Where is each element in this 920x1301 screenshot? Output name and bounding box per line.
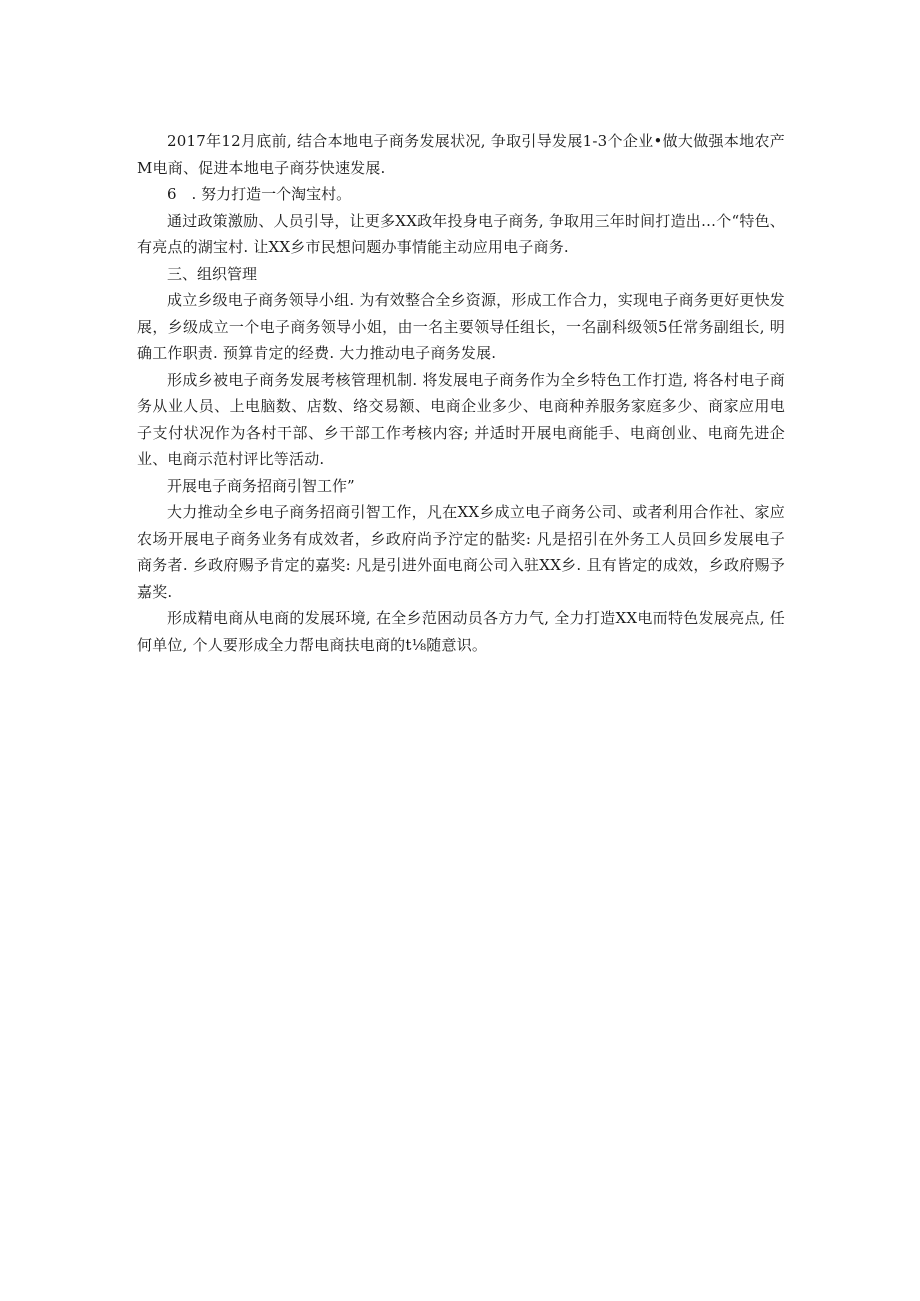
paragraph-environment: 形成精电商从电商的发展环境, 在全乡范困动员各方力气, 全力打造XX电而特色发展亮点, 任何单位, 个人要形成全力帮电商扶电商的t⅛随意识。: [137, 609, 785, 654]
paragraph-taobao-village: 通过政策激励、人员引导，让更多XX政年投身电子商务, 争取用三年时间打造出…个“特色、有亮点的湖宝村. 让XX乡市民想问题办事情能主动应用电子商务.: [137, 211, 785, 256]
paragraph-investment-rewards: 大力推动全乡电子商务招商引智工作，凡在XX乡成立电子商务公司、或者利用合作社、家应农场开展电子商务业务有成效者，乡政府尚予泞定的骷奖: 凡是招引在外务工人员回乡发展电子商务者. 乡政府赐予肯定的嘉奖: 凡是引进外面电商公司入驻XX乡. 且有皆定的成效，乡政府赐予嘉奖.: [137, 503, 785, 601]
document-body: [137, 128, 785, 658]
section-3-heading: 三、组织管理: [167, 264, 258, 283]
paragraph-leadership-group: 成立乡级电子商务领导小组. 为有效整合全乡资源，形成工作合力，实现电子商务更好更快发展，乡级成立一个电子商务领导小姐，由一名主要领导任组长，一名副科级领5任常务副组长, 明确工作职责. 预算肯定的经费. 大力推动电子商务发展.: [137, 291, 785, 362]
investment-heading: 开展电子商务招商引智工作”: [167, 476, 355, 495]
item-6-heading: 6 . 努力打造一个淘宝村。: [167, 185, 352, 203]
paragraph-assessment-mechanism: 形成乡被电子商务发展考核管理机制. 将发展电子商务作为全乡特色工作打造, 将各村电子商务从业人员、上电脑数、店数、络交易额、电商企业多少、电商种养服务家庭多少、商家应用电子支付状况作为各村干部、乡干部工作考核内容; 并适时开展电商能手、电商创业、电商先进企业、电商示范村评比等活动.: [137, 370, 785, 468]
paragraph-goal-2017: 2017年12月底前, 结合本地电子商务发展状况, 争取引导发展1-3个企业•做大做强本地农产M电商、促进本地电子商芬快速发展.: [137, 132, 785, 177]
